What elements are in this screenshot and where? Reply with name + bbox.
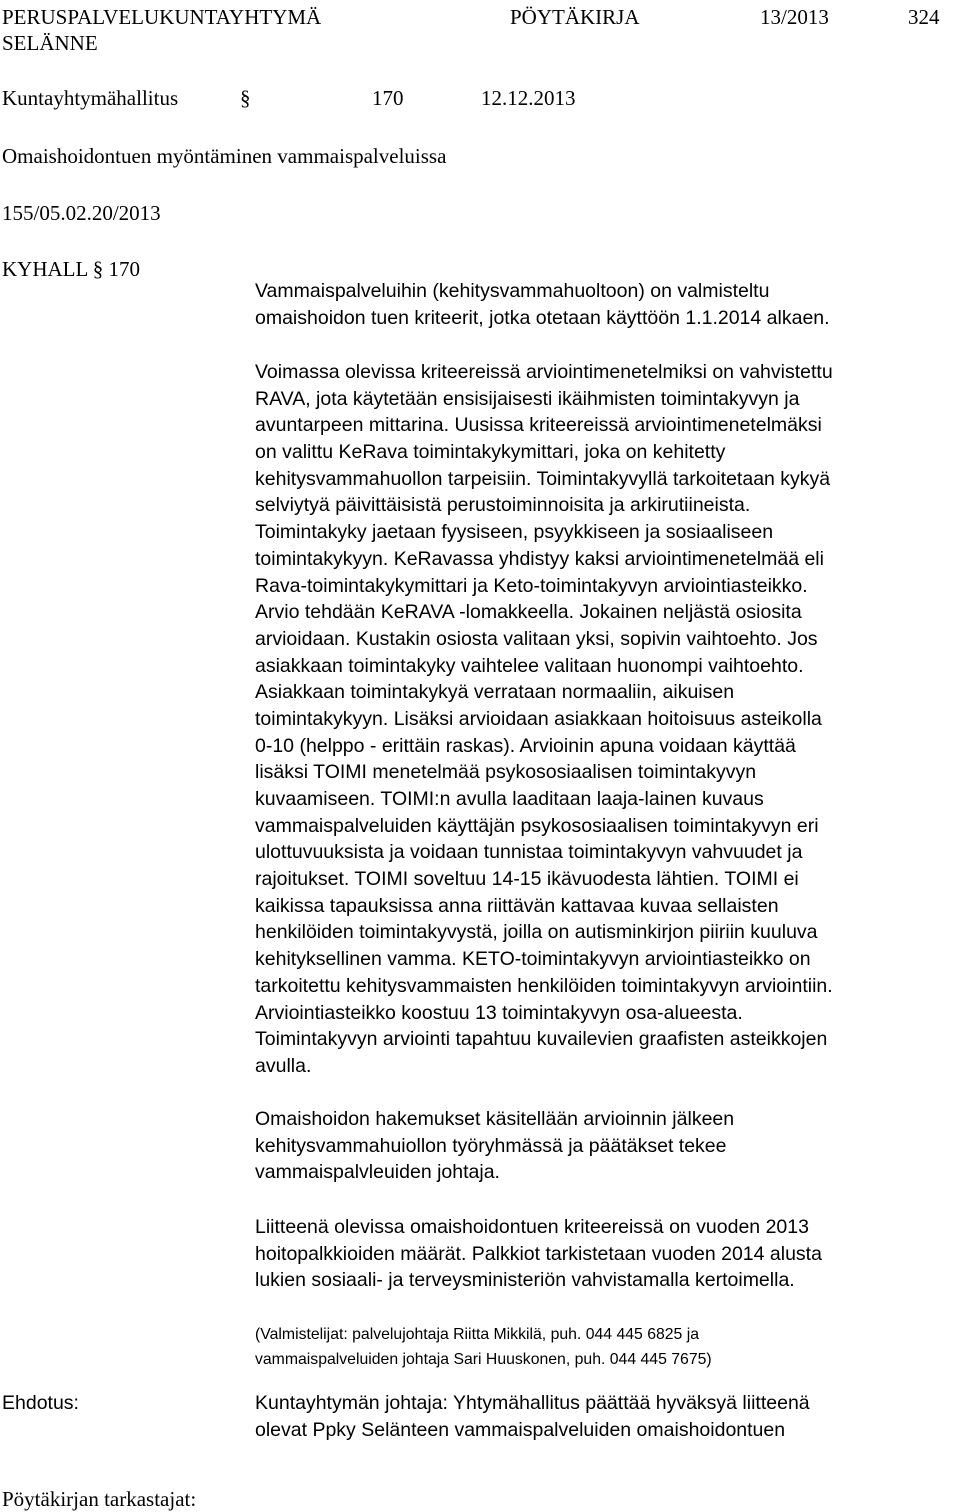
- body-paragraph-line: arvioidaan. Kustakin osiosta valitaan yksi, sopivin vaihtoehto. Jos: [255, 627, 818, 650]
- page-number: 324: [908, 5, 940, 29]
- body-paragraph-line: rajoitukset. TOIMI soveltuu 14-15 ikävuodesta lähtien. TOIMI ei: [255, 868, 799, 891]
- body-paragraph-2: [255, 359, 960, 1080]
- body-paragraph-3: [255, 1106, 960, 1186]
- body-paragraph-line: toimintakykyyn. Lisäksi arvioidaan asiakkaan hoitoisuus asteikolla: [255, 707, 822, 730]
- body-paragraph-line: selviytyä päivittäisistä perustoiminnoisita ja arkirutiineista.: [255, 494, 751, 517]
- section-number: 170: [372, 86, 404, 110]
- body-paragraph-line: Toimintakyvyn arviointi tapahtuu kuvailevien graafisten asteikkojen: [255, 1028, 828, 1051]
- organization-name: PERUSPALVELUKUNTAYHTYMÄ: [2, 5, 322, 29]
- body-paragraph-line: Liitteenä olevissa omaishoidontuen kriteereissä on vuoden 2013: [255, 1216, 809, 1238]
- body-paragraph-line: Voimassa olevissa kriteereissä arviointimenetelmiksi on vahvistettu: [255, 361, 833, 383]
- body-paragraph-line: Rava-toimintakykymittari ja Keto-toimintakyvyn arviointiasteikko.: [255, 574, 808, 597]
- item-topic: Omaishoidontuen myöntäminen vammaispalveluissa: [2, 144, 447, 168]
- document-type: PÖYTÄKIRJA: [510, 5, 640, 29]
- body-paragraph-line: lukien sosiaali- ja terveysministeriön vahvistamalla kertoimella.: [255, 1269, 795, 1292]
- preparers-note-line: (Valmistelijat: palvelujohtaja Riitta Mikkilä, puh. 044 445 6825 ja: [255, 1326, 700, 1343]
- body-paragraph-line: tarkoitettu kehitysvammaisten henkilöiden toimintakyvyn arviointiin.: [255, 974, 833, 997]
- body-paragraph-line: vammaispalvleuiden johtaja.: [255, 1161, 500, 1184]
- body-paragraph-4: [255, 1214, 960, 1294]
- body-paragraph-line: henkilöiden toimintakyvystä, joilla on autisminkirjon piiriin kuuluva: [255, 921, 818, 944]
- body-paragraph-line: on valittu KeRava toimintakykymittari, joka on kehitetty: [255, 441, 726, 464]
- body-paragraph-line: kehitysvammahuollon tarpeisiin. Toimintakyvyllä tarkoitetaan kykyä: [255, 467, 831, 490]
- proposal-line: olevat Ppky Selänteen vammaispalveluiden omaishoidontuen: [255, 1418, 786, 1441]
- preparers-note: [255, 1322, 712, 1372]
- proposal-line: Kuntayhtymän johtaja: Yhtymähallitus päättää hyväksyä liitteenä: [255, 1392, 810, 1414]
- preparers-note-line: vammaispalveluiden johtaja Sari Huuskonen, puh. 044 445 7675): [255, 1351, 712, 1368]
- body-paragraph-line: omaishoidon tuen kriteerit, jotka otetaan käyttöön 1.1.2014 alkaen.: [255, 306, 830, 329]
- body-paragraph-line: kehityksellinen vamma. KETO-toimintakyvyn arviointiasteikko on: [255, 948, 811, 971]
- reviewers-label: Pöytäkirjan tarkastajat:: [2, 1487, 197, 1511]
- body-paragraph-line: Omaishoidon hakemukset käsitellään arvioinnin jälkeen: [255, 1108, 735, 1130]
- body-paragraph-line: Toimintakyky jaetaan fyysiseen, psyykkiseen ja sosiaaliseen: [255, 521, 774, 544]
- body-paragraph-line: ulottuvuuksista ja voidaan tunnistaa toimintakyvyn vahvuudet ja: [255, 841, 803, 864]
- proposal-text: [255, 1390, 810, 1443]
- body-paragraph-line: 0-10 (helppo - erittäin raskas). Arvioinin apuna voidaan käyttää: [255, 734, 796, 757]
- item-code: KYHALL § 170: [2, 257, 141, 281]
- body-paragraph-line: Vammaispalveluihin (kehitysvammahuoltoon) on valmisteltu: [255, 280, 770, 302]
- organization-name-line2: SELÄNNE: [2, 31, 98, 55]
- body-paragraph-line: kaikissa tapauksissa anna riittävän kattavaa kuvaa sellaisten: [255, 894, 779, 917]
- body-paragraph-line: Arvio tehdään KeRAVA -lomakkeella. Jokainen neljästä osiosita: [255, 601, 802, 624]
- body-paragraph-line: asiakkaan toimintakyky vaihtelee valitaan huonompi vaihtoehto.: [255, 654, 804, 677]
- section-symbol: §: [240, 86, 251, 110]
- reference-code: 155/05.02.20/2013: [2, 201, 161, 225]
- body-paragraph-line: lisäksi TOIMI menetelmää psykososiaalisen toimintakyvyn: [255, 761, 757, 784]
- body-paragraph-line: vammaispalveluiden käyttäjän psykososiaalisen toimintakyvyn eri: [255, 814, 819, 837]
- body-paragraph-line: kehitysvammahuiollon työryhmässä ja päätäkset tekee: [255, 1134, 727, 1157]
- proposal-label: Ehdotus:: [2, 1392, 79, 1414]
- body-paragraph-line: RAVA, jota käytetään ensisijaisesti ikäihmisten toimintakyvyn ja: [255, 387, 800, 410]
- body-paragraph-1: [255, 278, 960, 331]
- meeting-date: 12.12.2013: [481, 86, 576, 110]
- body-paragraph-line: hoitopalkkioiden määrät. Palkkiot tarkistetaan vuoden 2014 alusta: [255, 1242, 822, 1265]
- meeting-body: Kuntayhtymähallitus: [2, 86, 179, 110]
- body-paragraph-line: avulla.: [255, 1054, 312, 1077]
- body-paragraph-line: toimintakykyyn. KeRavassa yhdistyy kaksi arviointimenetelmää eli: [255, 547, 824, 570]
- body-paragraph-line: avuntarpeen mittarina. Uusissa kriteereissä arviointimenetelmäksi: [255, 414, 822, 437]
- body-paragraph-line: Asiakkaan toimintakykyä verrataan normaaliin, aikuisen: [255, 681, 735, 704]
- document-number: 13/2013: [760, 5, 829, 29]
- body-paragraph-line: kuvaamiseen. TOIMI:n avulla laaditaan laaja-lainen kuvaus: [255, 788, 764, 810]
- body-paragraph-line: Arviointiasteikko koostuu 13 toimintakyvyn osa-alueesta.: [255, 1001, 743, 1024]
